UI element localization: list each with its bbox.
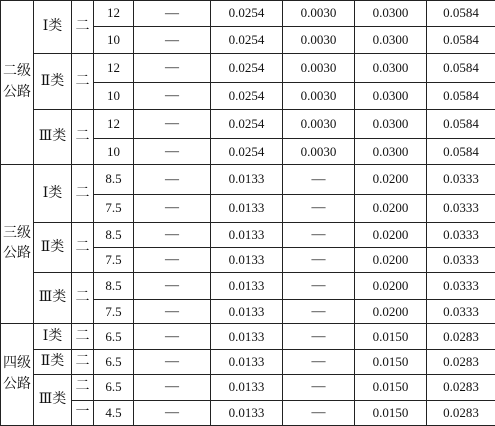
- value-cell: 0.0333: [427, 300, 495, 324]
- lane-count-cell: 二: [72, 222, 94, 272]
- value-cell: 0.0200: [355, 165, 427, 194]
- roadbed-width-cell: 10: [94, 139, 134, 165]
- road-class-cell: Ⅲ类: [34, 109, 72, 164]
- value-cell: 0.0254: [211, 1, 283, 27]
- value-cell: 0.0133: [211, 374, 283, 400]
- table-body: [1, 1, 495, 426]
- value-cell: 0.0200: [355, 222, 427, 247]
- value-cell: —: [134, 273, 211, 300]
- table-row: [1, 374, 495, 400]
- road-class-cell: Ⅲ类: [34, 273, 72, 324]
- roadbed-width-cell: 10: [94, 27, 134, 54]
- value-cell: —: [134, 350, 211, 374]
- value-cell: 0.0333: [427, 247, 495, 272]
- value-cell: 0.0150: [355, 374, 427, 400]
- value-cell: —: [134, 82, 211, 109]
- value-cell: —: [283, 400, 355, 425]
- value-cell: —: [283, 194, 355, 222]
- value-cell: 0.0333: [427, 165, 495, 194]
- value-cell: 0.0133: [211, 400, 283, 425]
- value-cell: 0.0030: [283, 1, 355, 27]
- value-cell: 0.0133: [211, 324, 283, 350]
- value-cell: —: [134, 300, 211, 324]
- road-grade-label: 三级: [3, 225, 31, 241]
- lane-count-cell: 二: [72, 273, 94, 324]
- roadbed-width-cell: 12: [94, 54, 134, 82]
- value-cell: —: [134, 54, 211, 82]
- value-cell: —: [134, 194, 211, 222]
- value-cell: 0.0150: [355, 350, 427, 374]
- value-cell: 0.0300: [355, 1, 427, 27]
- value-cell: —: [283, 247, 355, 272]
- road-class-cell: Ⅰ类: [34, 1, 72, 54]
- value-cell: 0.0283: [427, 400, 495, 425]
- roadbed-width-cell: 10: [94, 82, 134, 109]
- table-row: [1, 109, 495, 138]
- value-cell: —: [283, 273, 355, 300]
- table-row: [1, 1, 495, 27]
- roadbed-width-cell: 8.5: [94, 222, 134, 247]
- roadbed-width-cell: 6.5: [94, 324, 134, 350]
- roadbed-width-cell: 12: [94, 1, 134, 27]
- lane-count-cell: 二: [72, 374, 94, 400]
- value-cell: 0.0133: [211, 165, 283, 194]
- value-cell: 0.0150: [355, 324, 427, 350]
- value-cell: 0.0254: [211, 82, 283, 109]
- value-cell: 0.0133: [211, 222, 283, 247]
- lane-count-cell: 二: [72, 109, 94, 164]
- value-cell: 0.0200: [355, 300, 427, 324]
- value-cell: —: [134, 165, 211, 194]
- value-cell: —: [134, 324, 211, 350]
- road-grade-label: 四级: [3, 356, 31, 372]
- value-cell: —: [134, 374, 211, 400]
- value-cell: 0.0333: [427, 273, 495, 300]
- roadbed-width-cell: 7.5: [94, 194, 134, 222]
- value-cell: 0.0300: [355, 139, 427, 165]
- road-class-cell: Ⅱ类: [34, 350, 72, 374]
- value-cell: 0.0030: [283, 54, 355, 82]
- lane-count-cell: 二: [72, 165, 94, 223]
- road-class-cell: Ⅰ类: [34, 324, 72, 350]
- value-cell: —: [134, 1, 211, 27]
- value-cell: —: [283, 222, 355, 247]
- roadbed-width-cell: 8.5: [94, 165, 134, 194]
- value-cell: 0.0300: [355, 82, 427, 109]
- value-cell: —: [134, 400, 211, 425]
- value-cell: 0.0584: [427, 1, 495, 27]
- value-cell: —: [283, 374, 355, 400]
- road-class-cell: Ⅰ类: [34, 165, 72, 223]
- value-cell: —: [134, 109, 211, 138]
- value-cell: 0.0283: [427, 374, 495, 400]
- value-cell: 0.0133: [211, 300, 283, 324]
- value-cell: 0.0283: [427, 350, 495, 374]
- value-cell: —: [283, 300, 355, 324]
- value-cell: 0.0283: [427, 324, 495, 350]
- roadbed-width-cell: 7.5: [94, 300, 134, 324]
- lane-count-cell: 二: [72, 54, 94, 109]
- value-cell: —: [134, 222, 211, 247]
- value-cell: 0.0584: [427, 82, 495, 109]
- value-cell: 0.0333: [427, 222, 495, 247]
- roadbed-width-cell: 7.5: [94, 247, 134, 272]
- table-row: [1, 350, 495, 374]
- table-row: [1, 165, 495, 194]
- value-cell: 0.0133: [211, 273, 283, 300]
- lane-count-cell: 二: [72, 1, 94, 54]
- road-grade-label: 公路: [3, 246, 31, 262]
- value-cell: 0.0030: [283, 27, 355, 54]
- table-row: [1, 273, 495, 300]
- value-cell: 0.0254: [211, 54, 283, 82]
- table-row: [1, 324, 495, 350]
- value-cell: 0.0584: [427, 109, 495, 138]
- value-cell: 0.0133: [211, 247, 283, 272]
- value-cell: —: [283, 350, 355, 374]
- table-row: [1, 400, 495, 425]
- value-cell: —: [134, 247, 211, 272]
- road-class-cell: Ⅱ类: [34, 54, 72, 109]
- road-grade-cell: [1, 1, 34, 165]
- road-grade-cell: [1, 165, 34, 324]
- value-cell: 0.0030: [283, 82, 355, 109]
- value-cell: 0.0300: [355, 27, 427, 54]
- value-cell: 0.0300: [355, 54, 427, 82]
- value-cell: 0.0584: [427, 54, 495, 82]
- roadbed-width-cell: 6.5: [94, 350, 134, 374]
- road-grade-cell: [1, 324, 34, 426]
- lane-count-cell: 二: [72, 350, 94, 374]
- value-cell: 0.0030: [283, 109, 355, 138]
- value-cell: 0.0300: [355, 109, 427, 138]
- roadbed-width-cell: 6.5: [94, 374, 134, 400]
- table-row: [1, 54, 495, 82]
- roadbed-width-cell: 12: [94, 109, 134, 138]
- value-cell: 0.0584: [427, 139, 495, 165]
- value-cell: 0.0133: [211, 194, 283, 222]
- value-cell: 0.0200: [355, 273, 427, 300]
- value-cell: 0.0133: [211, 350, 283, 374]
- road-grade-label: 公路: [3, 376, 31, 392]
- value-cell: —: [283, 324, 355, 350]
- value-cell: 0.0254: [211, 109, 283, 138]
- road-grade-label: 公路: [3, 84, 31, 100]
- value-cell: 0.0030: [283, 139, 355, 165]
- value-cell: 0.0200: [355, 194, 427, 222]
- value-cell: —: [134, 27, 211, 54]
- lane-count-cell: 一: [72, 400, 94, 425]
- value-cell: 0.0150: [355, 400, 427, 425]
- value-cell: 0.0584: [427, 27, 495, 54]
- value-cell: 0.0200: [355, 247, 427, 272]
- lane-count-cell: 二: [72, 324, 94, 350]
- value-cell: 0.0254: [211, 27, 283, 54]
- value-cell: —: [283, 165, 355, 194]
- road-grade-label: 二级: [3, 64, 31, 80]
- road-class-cell: Ⅱ类: [34, 222, 72, 272]
- roadbed-width-cell: 8.5: [94, 273, 134, 300]
- table-row: [1, 222, 495, 247]
- value-cell: —: [134, 139, 211, 165]
- value-cell: 0.0333: [427, 194, 495, 222]
- road-class-cell: Ⅲ类: [34, 374, 72, 425]
- value-cell: 0.0254: [211, 139, 283, 165]
- roadbed-width-cell: 4.5: [94, 400, 134, 425]
